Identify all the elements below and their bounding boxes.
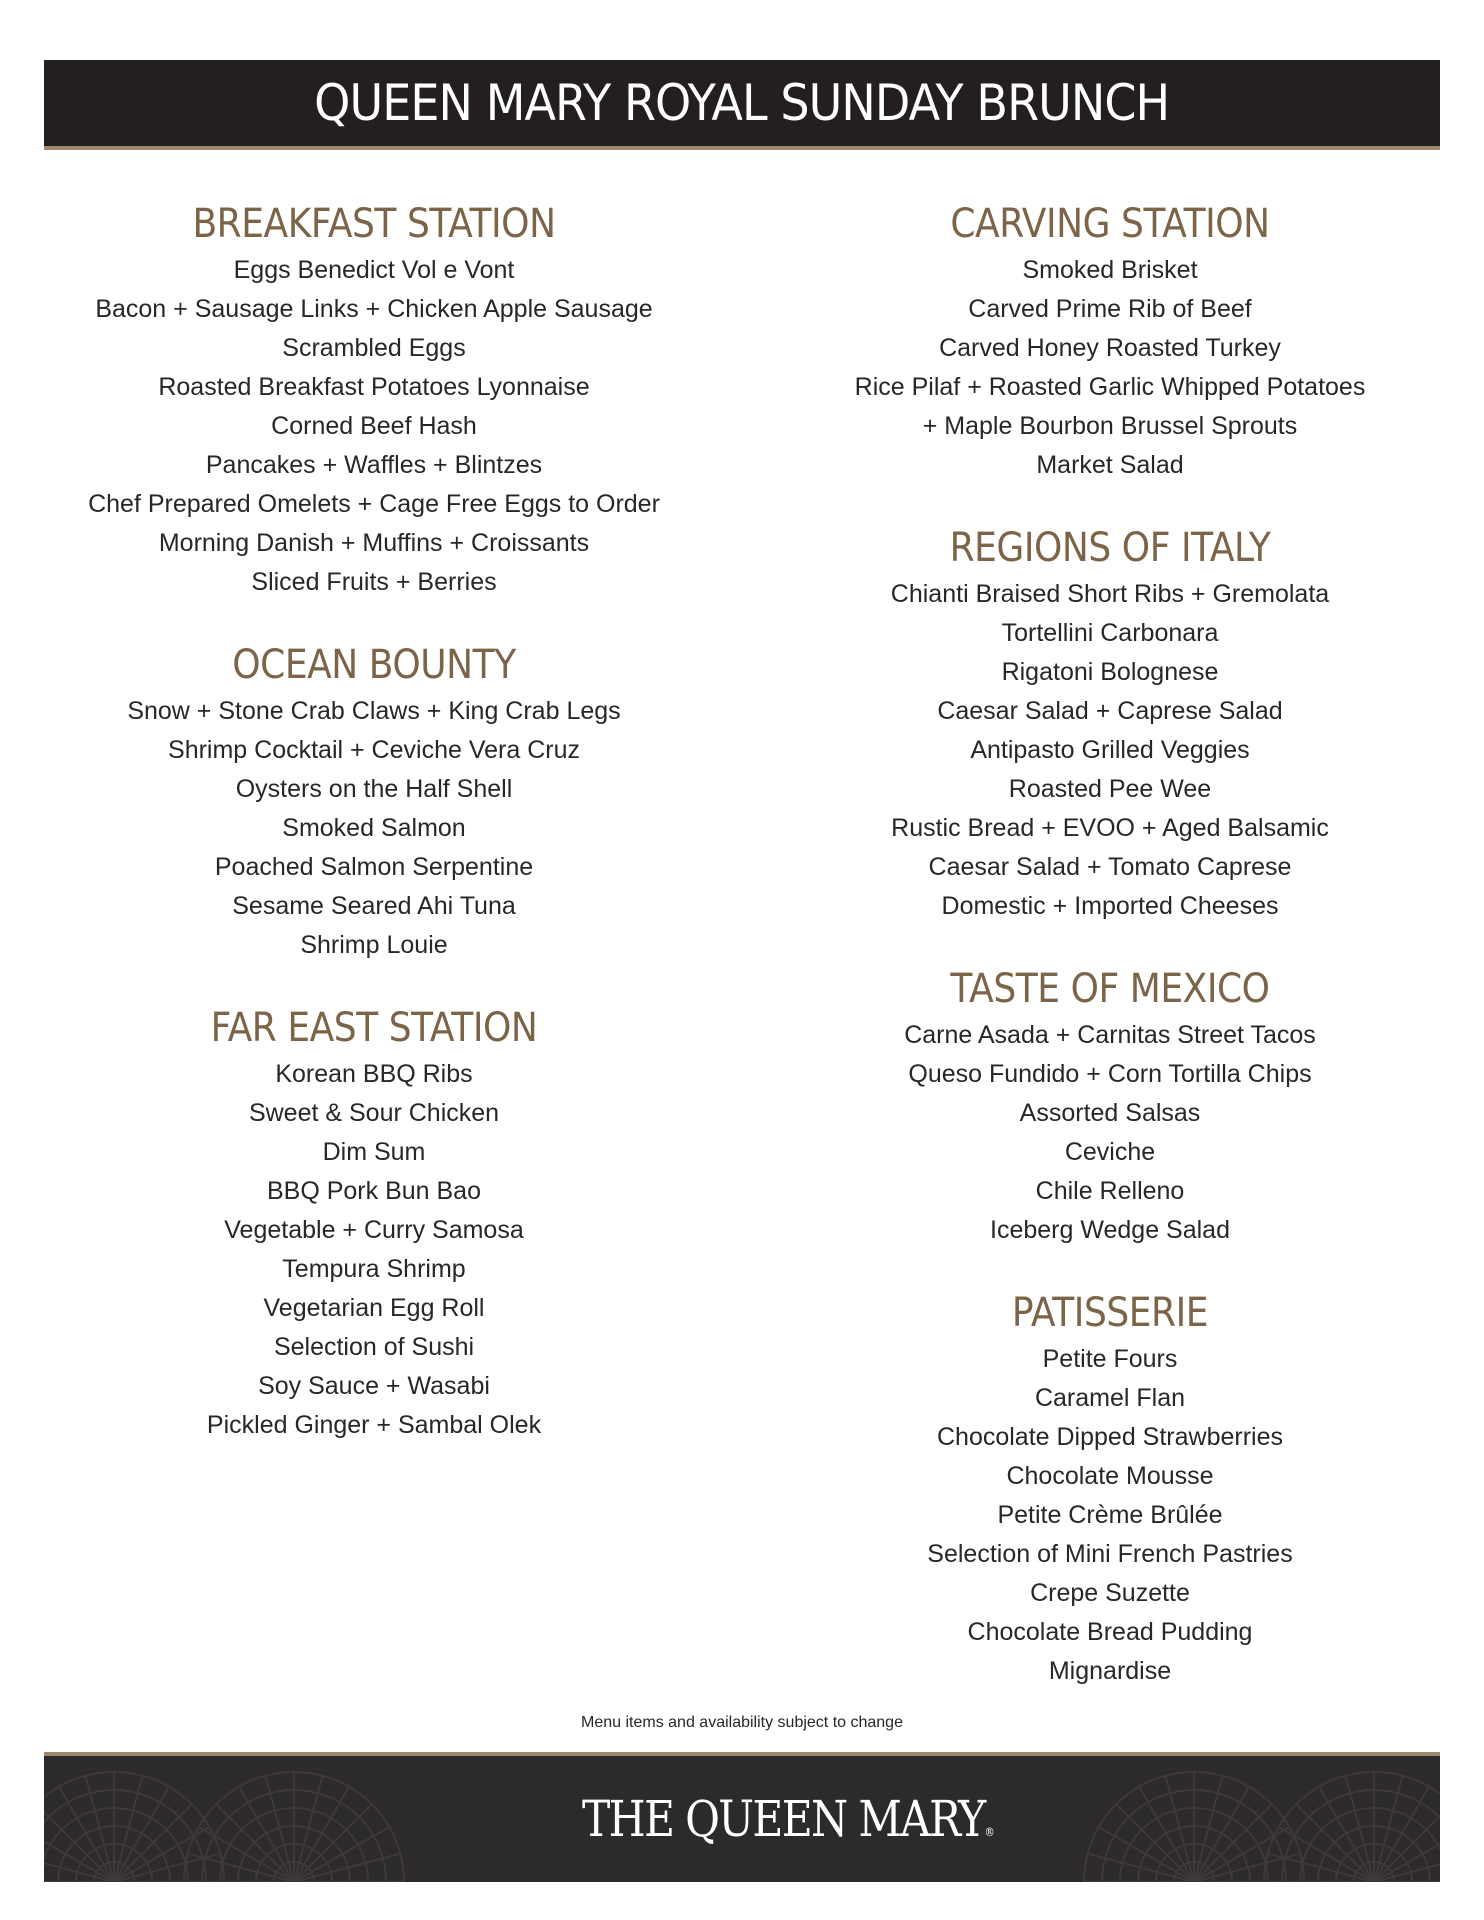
menu-item-list xyxy=(44,692,704,965)
menu-item: Petite Fours xyxy=(1042,1345,1178,1373)
menu-item: BBQ Pork Bun Bao xyxy=(266,1177,481,1205)
menu-item: Mignardise xyxy=(1048,1657,1172,1685)
menu-item: Smoked Brisket xyxy=(1022,256,1198,284)
menu-item: Chianti Braised Short Ribs + Gremolata xyxy=(890,580,1330,608)
menu-item: Sliced Fruits + Berries xyxy=(251,568,497,596)
disclaimer-text: Menu items and availability subject to change xyxy=(581,1714,903,1731)
menu-item: Selection of Mini French Pastries xyxy=(927,1540,1293,1568)
menu-item: Bacon + Sausage Links + Chicken Apple Sausage xyxy=(95,295,653,323)
left-menu-column xyxy=(44,200,704,1484)
footer-band xyxy=(44,1752,1440,1882)
section-title: BREAKFAST STATION xyxy=(192,201,556,247)
menu-item: Antipasto Grilled Veggies xyxy=(970,736,1250,764)
menu-item: Caesar Salad + Caprese Salad xyxy=(937,697,1283,725)
right-menu-column xyxy=(780,200,1440,1730)
header-banner xyxy=(44,60,1440,150)
menu-item-list xyxy=(780,1340,1440,1691)
menu-item: Morning Danish + Muffins + Croissants xyxy=(158,529,590,557)
menu-item: Shrimp Louie xyxy=(300,931,448,959)
menu-item: Selection of Sushi xyxy=(273,1333,475,1361)
menu-item: Sweet & Sour Chicken xyxy=(248,1099,500,1127)
menu-item: Rustic Bread + EVOO + Aged Balsamic xyxy=(891,814,1329,842)
menu-item: Tortellini Carbonara xyxy=(1001,619,1219,647)
section-title: PATISSERIE xyxy=(1011,1290,1209,1336)
menu-item: Tempura Shrimp xyxy=(282,1255,466,1283)
menu-item: Pickled Ginger + Sambal Olek xyxy=(206,1411,542,1439)
menu-item-list xyxy=(44,251,704,602)
menu-section-taste-of-mexico xyxy=(780,965,1440,1250)
section-title: REGIONS OF ITALY xyxy=(949,525,1271,571)
section-title: OCEAN BOUNTY xyxy=(232,642,516,688)
logo-wordmark: THE QUEEN MARY® xyxy=(582,1790,994,1848)
queen-mary-logo xyxy=(572,1774,1032,1864)
page-title: QUEEN MARY ROYAL SUNDAY BRUNCH xyxy=(314,74,1170,132)
menu-item: Shrimp Cocktail + Ceviche Vera Cruz xyxy=(168,736,580,764)
menu-section-carving-station xyxy=(780,200,1440,485)
menu-item: Snow + Stone Crab Claws + King Crab Legs xyxy=(127,697,621,725)
menu-item: Chile Relleno xyxy=(1035,1177,1185,1205)
menu-item: Domestic + Imported Cheeses xyxy=(941,892,1279,920)
menu-item: Carved Prime Rib of Beef xyxy=(968,295,1252,323)
section-title: TASTE OF MEXICO xyxy=(950,966,1270,1012)
menu-item: Petite Crème Brûlée xyxy=(997,1501,1223,1529)
menu-item: Chef Prepared Omelets + Cage Free Eggs to Order xyxy=(88,490,660,518)
menu-section-regions-of-italy xyxy=(780,524,1440,926)
menu-item: Carne Asada + Carnitas Street Tacos xyxy=(904,1021,1316,1049)
menu-item: Soy Sauce + Wasabi xyxy=(258,1372,490,1400)
menu-item: Caesar Salad + Tomato Caprese xyxy=(928,853,1292,881)
menu-item: Roasted Pee Wee xyxy=(1008,775,1212,803)
menu-item: Poached Salmon Serpentine xyxy=(214,853,534,881)
menu-item: Eggs Benedict Vol e Vont xyxy=(233,256,515,284)
section-title: CARVING STATION xyxy=(950,201,1270,247)
menu-item: Smoked Salmon xyxy=(282,814,466,842)
menu-item: Assorted Salsas xyxy=(1019,1099,1201,1127)
menu-item: Caramel Flan xyxy=(1034,1384,1186,1412)
menu-item: Rigatoni Bolognese xyxy=(1001,658,1219,686)
menu-item: Oysters on the Half Shell xyxy=(235,775,513,803)
menu-section-patisserie xyxy=(780,1289,1440,1691)
menu-item: Sesame Seared Ahi Tuna xyxy=(232,892,516,920)
menu-item-list xyxy=(44,1055,704,1445)
menu-item: Iceberg Wedge Salad xyxy=(990,1216,1230,1244)
menu-item: Crepe Suzette xyxy=(1030,1579,1190,1607)
menu-item: Chocolate Dipped Strawberries xyxy=(936,1423,1283,1451)
menu-item: Rice Pilaf + Roasted Garlic Whipped Potatoes xyxy=(854,373,1366,401)
menu-item: Vegetable + Curry Samosa xyxy=(224,1216,524,1244)
menu-item: Korean BBQ Ribs xyxy=(275,1060,473,1088)
menu-item-list xyxy=(780,251,1440,485)
menu-section-ocean-bounty xyxy=(44,641,704,965)
menu-item: Chocolate Mousse xyxy=(1006,1462,1214,1490)
menu-item: Market Salad xyxy=(1036,451,1184,479)
menu-item: Corned Beef Hash xyxy=(271,412,477,440)
menu-item: Scrambled Eggs xyxy=(282,334,466,362)
menu-item: Carved Honey Roasted Turkey xyxy=(939,334,1281,362)
menu-item: Queso Fundido + Corn Tortilla Chips xyxy=(908,1060,1312,1088)
menu-section-breakfast-station xyxy=(44,200,704,602)
menu-section-far-east-station xyxy=(44,1004,704,1445)
section-title: FAR EAST STATION xyxy=(210,1005,538,1051)
menu-item: Dim Sum xyxy=(322,1138,426,1166)
menu-item: Chocolate Bread Pudding xyxy=(967,1618,1253,1646)
menu-item: Roasted Breakfast Potatoes Lyonnaise xyxy=(158,373,590,401)
menu-item-list xyxy=(780,1016,1440,1250)
menu-item: + Maple Bourbon Brussel Sprouts xyxy=(922,412,1298,440)
menu-item: Vegetarian Egg Roll xyxy=(263,1294,485,1322)
menu-item-list xyxy=(780,575,1440,926)
menu-item: Ceviche xyxy=(1064,1138,1156,1166)
menu-item: Pancakes + Waffles + Blintzes xyxy=(205,451,543,479)
